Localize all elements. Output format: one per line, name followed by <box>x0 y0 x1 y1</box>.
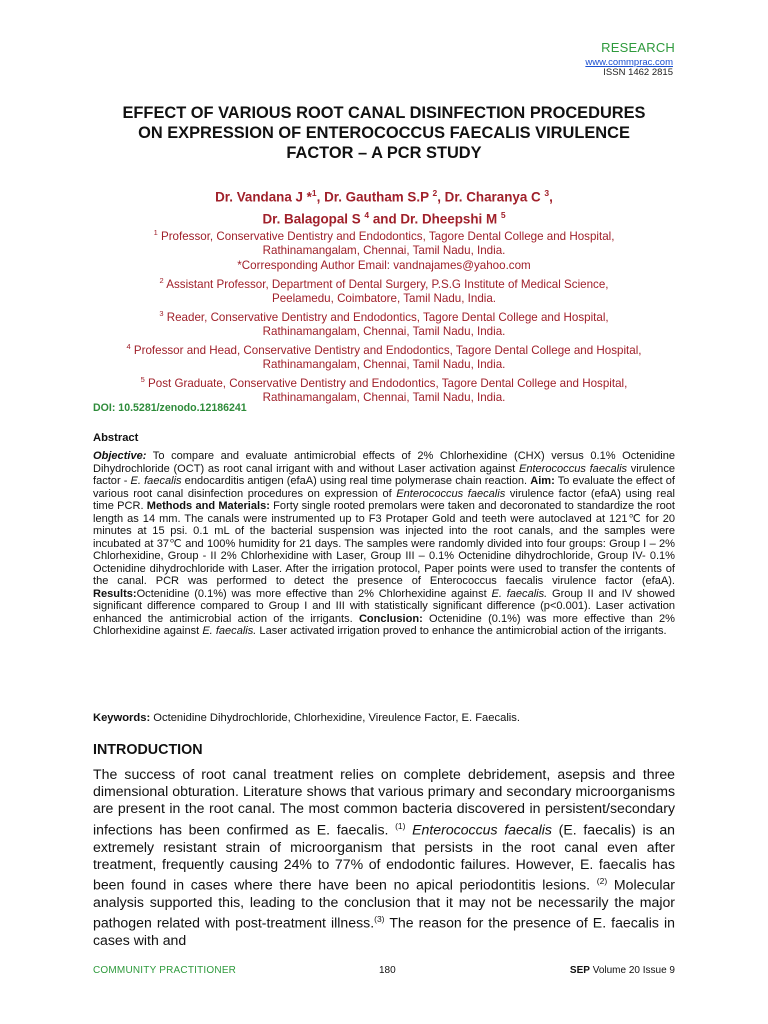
intro-text: The reason for the presence of E. faecalis in cases with and <box>93 914 675 948</box>
abstract-text: Group II and IV showed significant difference compared to Group I and III with statistically significant difference (p<0.001). Laser activation enhanced the antimicrobial action of the irrigants. <box>93 587 675 625</box>
affiliation-text: Professor and Head, Conservative Dentistry and Endodontics, Tagore Dental College and Hospital, <box>130 343 642 357</box>
abstract-text: endocarditis antigen (efaA) using real time polymerase chain reaction. <box>181 475 531 487</box>
species-name: Enterococcus faecalis <box>396 487 506 500</box>
footer-issue <box>570 965 675 976</box>
footer-journal-name: COMMUNITY PRACTITIONER <box>93 965 237 976</box>
affiliation-text: Professor, Conservative Dentistry and Endodontics, Tagore Dental College and Hospital, <box>157 229 615 243</box>
affiliation-text: Post Graduate, Conservative Dentistry and Endodontics, Tagore Dental College and Hospital, <box>144 376 628 390</box>
affiliation-line: Rathinamangalam, Chennai, Tamil Nadu, India. <box>262 358 506 372</box>
affiliation-number: 5 <box>140 374 145 384</box>
issn-label: ISSN 1462 2815 <box>603 67 673 78</box>
affiliation-ref: 3 <box>544 188 550 198</box>
intro-text: Molecular analysis supported this, leading to the conclusion that it may not be necessarily the major pathogen related with post-treatment illness. <box>93 876 676 931</box>
affiliation-ref: 4 <box>364 210 370 221</box>
affiliation-ref: 5 <box>500 210 506 221</box>
keywords-label: Keywords: <box>93 712 151 724</box>
citation-ref: (2) <box>596 875 608 886</box>
keywords-text: Octenidine Dihydrochloride, Chlorhexidine, Vireulence Factor, E. Faecalis. <box>150 712 520 724</box>
affiliation-ref: 1 <box>311 188 317 198</box>
keywords <box>93 712 675 724</box>
affiliation-line <box>60 307 708 325</box>
abstract-text: Laser activated irrigation proved to enhance the antimicrobial action of the irrigants. <box>256 625 667 637</box>
doi-link[interactable]: DOI: 10.5281/zenodo.12186241 <box>93 402 247 414</box>
introduction-body <box>93 766 675 949</box>
species-name: E. faecalis. <box>202 625 257 637</box>
objective-label: Objective: <box>93 450 147 462</box>
affiliation-line <box>60 340 708 358</box>
corresponding-email[interactable]: *Corresponding Author Email: vandnajames@yahoo.com <box>237 259 531 273</box>
species-name: E. faecalis. <box>491 587 548 600</box>
author-name: Dr. Balagopal S <box>262 211 365 227</box>
affiliations <box>60 226 708 406</box>
affiliation-line: Rathinamangalam, Chennai, Tamil Nadu, India. <box>262 391 506 405</box>
author-list <box>60 184 708 229</box>
abstract-body <box>93 450 675 638</box>
affiliation-text: Reader, Conservative Dentistry and Endodontics, Tagore Dental College and Hospital, <box>163 310 609 324</box>
article-title <box>60 103 708 163</box>
footer-volume: Volume 20 Issue 9 <box>589 965 675 976</box>
affiliation-line: Rathinamangalam, Chennai, Tamil Nadu, India. <box>262 325 506 339</box>
abstract-text: virulence factor - <box>93 462 675 487</box>
aim-label: Aim: <box>530 475 555 487</box>
introduction-heading: INTRODUCTION <box>93 742 203 758</box>
section-label: RESEARCH <box>601 40 675 55</box>
author-name: , Dr. Gautham S.P <box>316 189 433 205</box>
abstract-text: To compare and evaluate antimicrobial effects of 2% Chlorhexidine (CHX) versus 0.1% Octenidine Dihydrochloride (OCT) as root canal irrigant with and without Laser activation against <box>93 450 675 475</box>
citation-ref: (3) <box>374 914 385 924</box>
abstract-heading: Abstract <box>93 432 139 444</box>
affiliation-number: 2 <box>159 275 164 285</box>
title-line: FACTOR – A PCR STUDY <box>286 144 482 162</box>
author-name: and Dr. Dheepshi M <box>369 211 501 227</box>
title-line: ON EXPRESSION OF ENTEROCOCCUS FAECALIS VIRULENCE <box>138 124 630 142</box>
species-name: Enterococcus faecalis <box>518 462 628 475</box>
abstract-text: Forty single rooted premolars were taken and decoronated to standardize the root length as 14 mm. The canals were instrumented up to F3 Protaper Gold and teeth were autoclaved at 121℃ for 20 minutes at 15 psi. 0.1 mL of the bacterial suspension was injected into the root canals, and the samples were incubated at 37℃ and 100% humidity for 21 days. The samples were randomly divided into four groups: Group I – 2% Chlorhexidine, Group - II 2% Chlorhexidine with Laser, Group III – 0.1% Octenidine dihydrochloride, Group IV- 0.1% Octenidine dihydrochloride with Laser. After the irrigation protocol, Paper points were used to transfer the contents of the canal. PCR was performed to detect the presence of Enterococcus faecalis virulence factor (efaA). <box>93 500 675 587</box>
affiliation-line: Rathinamangalam, Chennai, Tamil Nadu, India. <box>262 244 506 258</box>
intro-text: (E. faecalis) is an extremely resistant strain of microorganism that persists in the root canal even after treatment, frequently causing 24% to 77% of endodontic failures. However, E. faecalis has been found in cases where there have been no apical periodontitis lesions. <box>93 821 675 893</box>
author-line <box>60 184 708 206</box>
affiliation-line: Peelamedu, Coimbatore, Tamil Nadu, India. <box>271 292 497 306</box>
affiliation-ref: 2 <box>432 188 438 198</box>
affiliation-number: 3 <box>159 308 164 318</box>
results-label: Results: <box>93 587 137 600</box>
species-name: Enterococcus faecalis <box>405 821 552 838</box>
affiliation-text: Assistant Professor, Department of Dental Surgery, P.S.G Institute of Medical Science, <box>163 277 609 291</box>
affiliation-line <box>60 226 708 244</box>
author-name: Dr. Vandana J * <box>215 189 312 205</box>
species-name: E. faecalis <box>130 475 182 487</box>
page-number: 180 <box>379 965 396 976</box>
affiliation-number: 4 <box>126 341 131 351</box>
conclusion-label: Conclusion: <box>358 612 423 625</box>
title-line: EFFECT OF VARIOUS ROOT CANAL DISINFECTION PROCEDURES <box>122 104 646 122</box>
abstract-text: Octenidine (0.1%) was more effective than 2% Chlorhexidine against <box>93 612 675 637</box>
affiliation-number: 1 <box>153 228 158 237</box>
author-name: , Dr. Charanya C <box>437 189 545 205</box>
journal-url-link[interactable]: www.commprac.com <box>585 57 673 68</box>
affiliation-line <box>60 373 708 391</box>
author-separator: , <box>549 189 553 205</box>
footer-month: SEP <box>569 965 590 976</box>
abstract-text: virulence factor (efaA) using real time PCR. <box>93 487 675 512</box>
abstract-text: Octenidine (0.1%) was more effective than 2% Chlorhexidine against <box>136 587 492 600</box>
affiliation-line <box>60 274 708 292</box>
methods-label: Methods and Materials: <box>146 500 270 512</box>
citation-ref: (1) <box>395 820 406 831</box>
abstract-text: To evaluate the effect of various root canal disinfection procedures on expression of <box>93 475 675 500</box>
intro-text: The success of root canal treatment relies on complete debridement, asepsis and three dimensional obturation. Literature shows that various primary and secondary microorganisms are present in the root canal. The most common bacteria discovered in persistent/secondary infections has been confirmed as E. faecalis. <box>93 766 675 838</box>
